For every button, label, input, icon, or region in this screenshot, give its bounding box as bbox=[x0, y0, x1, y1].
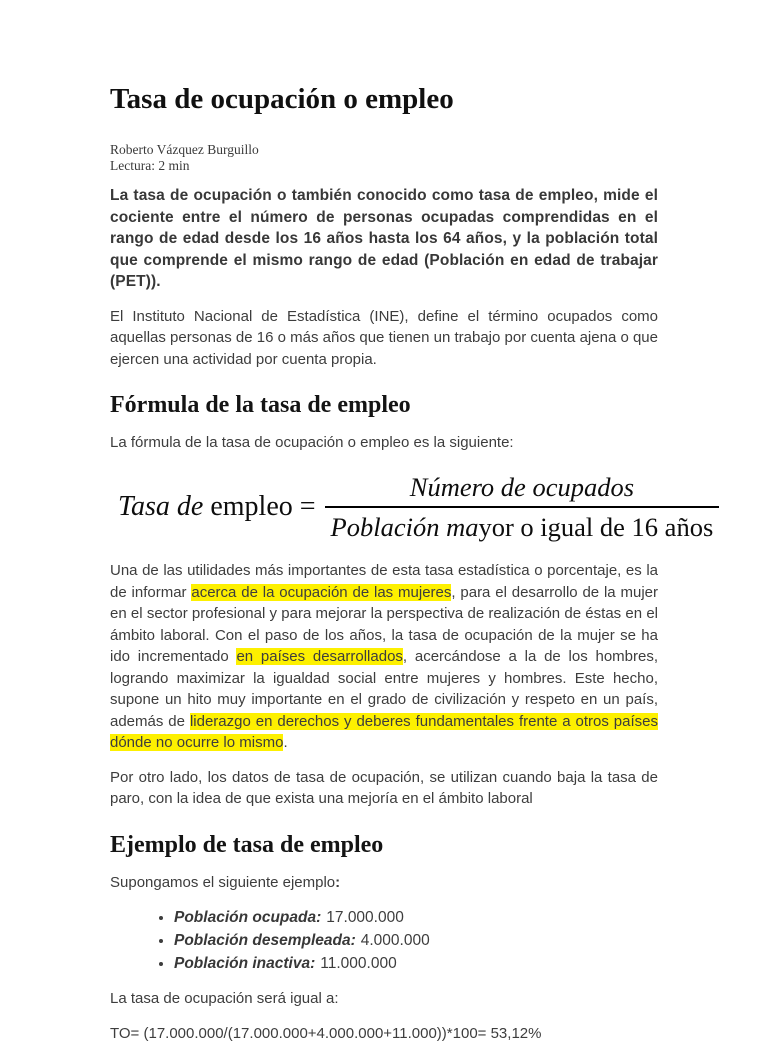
author-name: Roberto Vázquez Burguillo bbox=[110, 142, 259, 157]
formula-denominator-italic: Población ma bbox=[330, 511, 479, 542]
example-intro bbox=[110, 872, 658, 894]
formula-fraction bbox=[325, 472, 720, 543]
item-label: Población ocupada: bbox=[174, 909, 322, 927]
list-item bbox=[174, 929, 658, 952]
example-intro-text: Supongamos el siguiente ejemplo bbox=[110, 873, 336, 891]
formula-denominator bbox=[325, 506, 720, 542]
example-list bbox=[110, 906, 658, 975]
formula-lhs-italic: Tasa de bbox=[118, 490, 204, 522]
item-label: Población inactiva: bbox=[174, 955, 316, 973]
formula-lhs-regular: empleo = bbox=[203, 490, 316, 522]
reading-time: Lectura: 2 min bbox=[110, 158, 190, 173]
item-value: 11.000.000 bbox=[320, 955, 397, 973]
formula-intro: La fórmula de la tasa de ocupación o empleo es la siguiente: bbox=[110, 434, 514, 451]
item-value: 17.000.000 bbox=[326, 909, 404, 927]
example-section-heading: Ejemplo de tasa de empleo bbox=[110, 831, 384, 858]
article-title: Tasa de ocupación o empleo bbox=[110, 83, 454, 115]
item-label: Población desempleada: bbox=[174, 932, 356, 950]
text-run: . bbox=[283, 734, 288, 752]
utility-paragraph bbox=[110, 560, 658, 754]
formula-denominator-regular: yor o igual de 16 años bbox=[478, 511, 714, 542]
intro-bold-paragraph: La tasa de ocupación o también conocido como tasa de empleo, mide el cociente entre el número de personas ocupadas comprendidas en el rango de edad desde los 16 años hasta los 64 años, y la población total que comprende el mismo rango de edad (Población en edad de trabajar (PET)). bbox=[110, 187, 658, 290]
example-intro-colon: : bbox=[335, 873, 341, 891]
formula-lhs bbox=[118, 491, 316, 523]
text-run: Una de las utilidades más importantes de esta tasa estadística o porcentaje, es la de informar bbox=[110, 562, 658, 601]
list-item bbox=[174, 906, 658, 929]
byline bbox=[110, 142, 658, 174]
definition-paragraph: El Instituto Nacional de Estadística (INE), define el término ocupados como aquellas personas de 16 o más años que tienen un trabajo por cuenta ajena o que ejercen una actividad por cuenta propia. bbox=[110, 307, 658, 368]
highlighted-text: liderazgo en derechos y deberes fundamentales frente a otros países dónde no ocurre lo mismo bbox=[110, 712, 658, 752]
highlighted-text: en países desarrollados bbox=[236, 648, 403, 666]
calculation-line: TO= (17.000.000/(17.000.000+4.000.000+11.000))*100= 53,12% bbox=[110, 1024, 542, 1042]
paro-paragraph: Por otro lado, los datos de tasa de ocupación, se utilizan cuando baja la tasa de paro, con la idea de que exista una mejoría en el ámbito laboral bbox=[110, 768, 658, 808]
text-run: , acercándose a la de los hombres, logrando maximizar la igualdad social entre mujeres y hombres. Este hecho, supone un hito muy importante en el grado de civilización y respeto en un país, además de bbox=[110, 648, 658, 730]
formula bbox=[118, 472, 722, 543]
text-run: , para el desarrollo de la mujer en el sector profesional y para mejorar la perspectiva de realización de éstas en el ámbito laboral. Con el paso de los años, la tasa de ocupación de la mujer se ha ido incrementado bbox=[110, 583, 658, 666]
formula-section-heading: Fórmula de la tasa de empleo bbox=[110, 392, 411, 418]
list-item bbox=[174, 952, 658, 975]
item-value: 4.000.000 bbox=[360, 932, 430, 950]
highlighted-text: acerca de la ocupación de las mujeres bbox=[191, 583, 452, 601]
formula-numerator: Número de ocupados bbox=[409, 471, 635, 502]
conclusion-paragraph: La tasa de ocupación será igual a: bbox=[110, 990, 339, 1008]
